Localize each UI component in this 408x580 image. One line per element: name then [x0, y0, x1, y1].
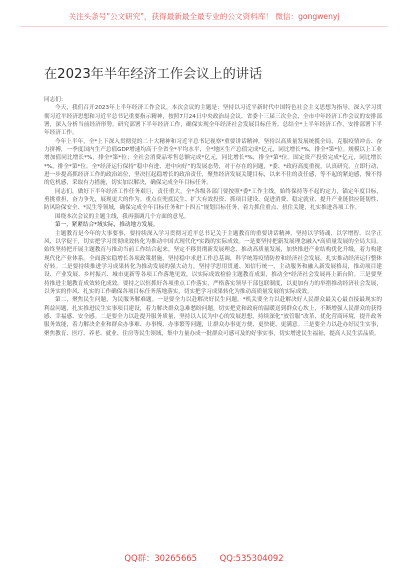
paragraph-intro: 今天，我们召开2023年上半年经济工作会议，本次会议的主题是：坚持以习近平新时代中国特色社会主义思想为指导，深入学习贯彻习近平经济思想和习近平总书记重要指示精神，按照7月24日中央政治局会议、省委十三届三次全会、全市中年经济工作会议的安排部署，深入分析当前经济形势，研究部署下半年经济工作，确保实现全年经济社会发展目标任务。总结全*上半年经济工作，安排部署下半年经济工作。 — [44, 105, 382, 137]
document-title: 在2023年半年经济工作会议上的讲话 — [44, 67, 263, 82]
paragraph-second-half-tasks: 同志们，做好下半年经济工作任务艰巨，责任重大，全*各级各部门要按照*委*工作主线，始终保持等不起的定力，锚定年度目标，勇挑重担，奋力争先，展现更大的作为。重点在兜底民生、扩大有效投资、抓项目建设、促进消费、稳定就业、提升产业链供应链韧性、防风险保安全、*民生等领域，确保完成全年目标任务和“十四五”规划目标任务，着力抓住重点、扭住关键，扎实推进各项工作。 — [44, 188, 382, 212]
section-heading-1: 第一，紧紧结合*域实际，推动地方发展。 — [55, 222, 159, 229]
greeting: 同志们： — [44, 97, 67, 103]
paragraph-section-2: 第二，聚焦民生问题，为民服务解难题。一是要全力以赴解决好民生问题。*机关要全力以赴解决好人民群众最关心最直接最现实的利益问题，扎实推进民生实事项目建设，着力解决群众急难愁盼问题，切实把党和政府的温暖送到群众心坎上，不断增强人民群众的获得感、幸福感、安全感。二是要全力以赴提升服务质量，坚持以人民为中心的发展思想，持续深化“放管服”改革，优化营商环境，提升政务服务效能，着力解决企业和群众办事难、办事慢、办事繁等问题，让群众办事更方便、更快捷、更满意。三是要全力以赴办好民生实事，聚焦教育、医疗、养老、就业、住房等民生领域，集中力量办成一批群众可感可及的好事实事，切实增进民生福祉，提高人民生活品质。 — [44, 297, 382, 337]
paragraph-first-half-review: 今年上半年，全*上下深入贯彻党的二十大精神和习近平总书记视察*重要讲话精神，坚持以高质量发展统揽全局，克服疫情冲击、奋力拼搏，一季度国内生产总值GDP增速均高于全省全*平均水平，全*地区生产总值完成*亿元，同比增长*%，排全*第*位。规模以上工业增加值同比增长*%，排全*第*位；全社会消费品零售总额完成*亿元，同比增长*%，排全*第*位。固定资产投资完成*亿元，同比增长*%，排全*第*位。全*经济运行保持“稳中有进、进中向好”的发展态势，对于存在的问题，*委、*政府高度重视，认真研究，立即行动，进一步提高抓经济工作的政治站位，坚决扛起稳增长的政治责任，聚焦经济发展关键目标，以来不住的责任感，等不起的紧迫感，慢不得的危机感，采取有力措施，切实加以解决，确保完成全年目标任务。 — [44, 138, 382, 187]
qq-group-text: QQ群：30265665 — [124, 553, 197, 563]
paragraph-section-1: 主题教育是今年的大事要事，要持续深入学习贯彻习近平总书记关于主题教育的重要讲话精神，坚持以学铸魂、以学增智、以学正风、以学促干，切实把学习贯彻成效转化为推动中国式现代化*实践的实际成效。一是要坚持把新发展理念融入*高质量发展的全局大局。始终坚持把开展主题教育与推动当前工作结合起来，坚定不移贯彻新发展理念、推动高质量发展，加快推进产业结构优化升级，着力构建现代化产业体系。全面落实稳增长各项政策措施，坚持稳中求进工作总基调，科学统筹疫情防控和经济社会发展，扎实推动经济运行整体好转。二是要持续推进学习成果转化为推动发展的强大动力，坚持学思用贯通、知信行统一，主动服务和融入新发展格局，推动项目建设、产业发展、乡村振兴、城市更新等各项工作落地见效，以实际成效检验主题教育成果，推动全*经济社会发展再上新台阶。三是要坚持推进主题教育成效转化成效。要持之以恒抓好各项重点工作落实，严格落实领导干部包联制度，以更加有力的举措推动经济社会发展，以务实的作风、扎实的工作确保各项目标任务落地落实，切实把学习成果转化为推动高质量发展的实际成效。 — [44, 230, 382, 295]
contact-footer — [20, 548, 388, 568]
paragraph-transition: 围绕本次会议的主题主线，我再强调几个方面的意见。 — [55, 213, 190, 220]
promo-banner: 关注头条号"公文研究"，获得最新最全最专业的公文资料库！ 微信：gongwenyj — [20, 8, 388, 27]
qq-text: QQ:535304092 — [219, 553, 284, 563]
document-body — [44, 96, 382, 544]
